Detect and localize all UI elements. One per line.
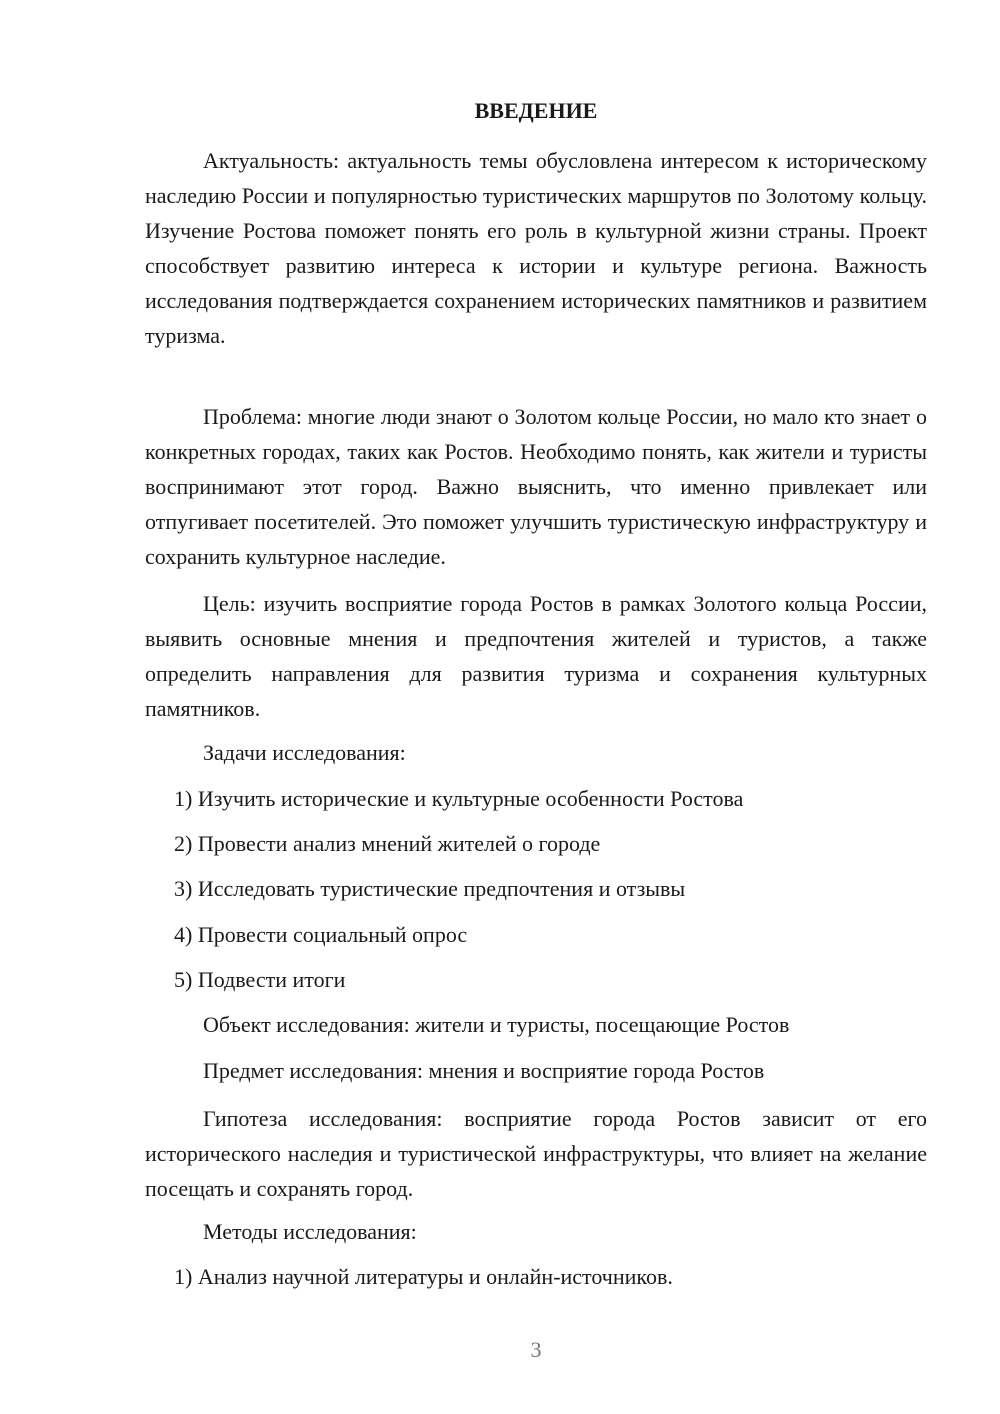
tasks-heading: Задачи исследования: bbox=[203, 740, 406, 765]
task-item: 4) Провести социальный опрос bbox=[174, 922, 468, 947]
task-item: 3) Исследовать туристические предпочтения и отзывы bbox=[174, 876, 686, 901]
methods-heading: Методы исследования: bbox=[203, 1219, 417, 1244]
goal-paragraph: Цель: изучить восприятие города Ростов в рамках Золотого кольца России, выявить основные мнения и предпочтения жителей и туристов, а также определить направления для развития туризма и сохранения культурных памятников. bbox=[145, 591, 927, 721]
page-number: 3 bbox=[530, 1337, 542, 1362]
relevance-paragraph: Актуальность: актуальность темы обусловлена интересом к историческому наследию России и популярностью туристических маршрутов по Золотому кольцу. Изучение Ростова поможет понять его роль в культурной жизни страны. Проект способствует развитию интереса к истории и культуре региона. Важность исследования подтверждается сохранением исторических памятников и развитием туризма. bbox=[145, 148, 927, 348]
hypothesis-paragraph: Гипотеза исследования: восприятие города Ростов зависит от его исторического наследия и туристической инфраструктуры, что влияет на желание посещать и сохранять город. bbox=[145, 1106, 927, 1201]
object-line: Объект исследования: жители и туристы, посещающие Ростов bbox=[203, 1012, 790, 1037]
task-item: 5) Подвести итоги bbox=[174, 967, 346, 992]
task-item: 1) Изучить исторические и культурные особенности Ростова bbox=[174, 786, 744, 811]
section-heading: ВВЕДЕНИЕ bbox=[474, 98, 598, 123]
problem-paragraph: Проблема: многие люди знают о Золотом кольце России, но мало кто знает о конкретных городах, таких как Ростов. Необходимо понять, как жители и туристы воспринимают этот город. Важно выяснить, что именно привлекает или отпугивает посетителей. Это поможет улучшить туристическую инфраструктуру и сохранить культурное наследие. bbox=[145, 404, 927, 569]
subject-line: Предмет исследования: мнения и восприятие города Ростов bbox=[203, 1058, 765, 1083]
method-item: 1) Анализ научной литературы и онлайн-источников. bbox=[174, 1264, 673, 1289]
task-item: 2) Провести анализ мнений жителей о городе bbox=[174, 831, 601, 856]
